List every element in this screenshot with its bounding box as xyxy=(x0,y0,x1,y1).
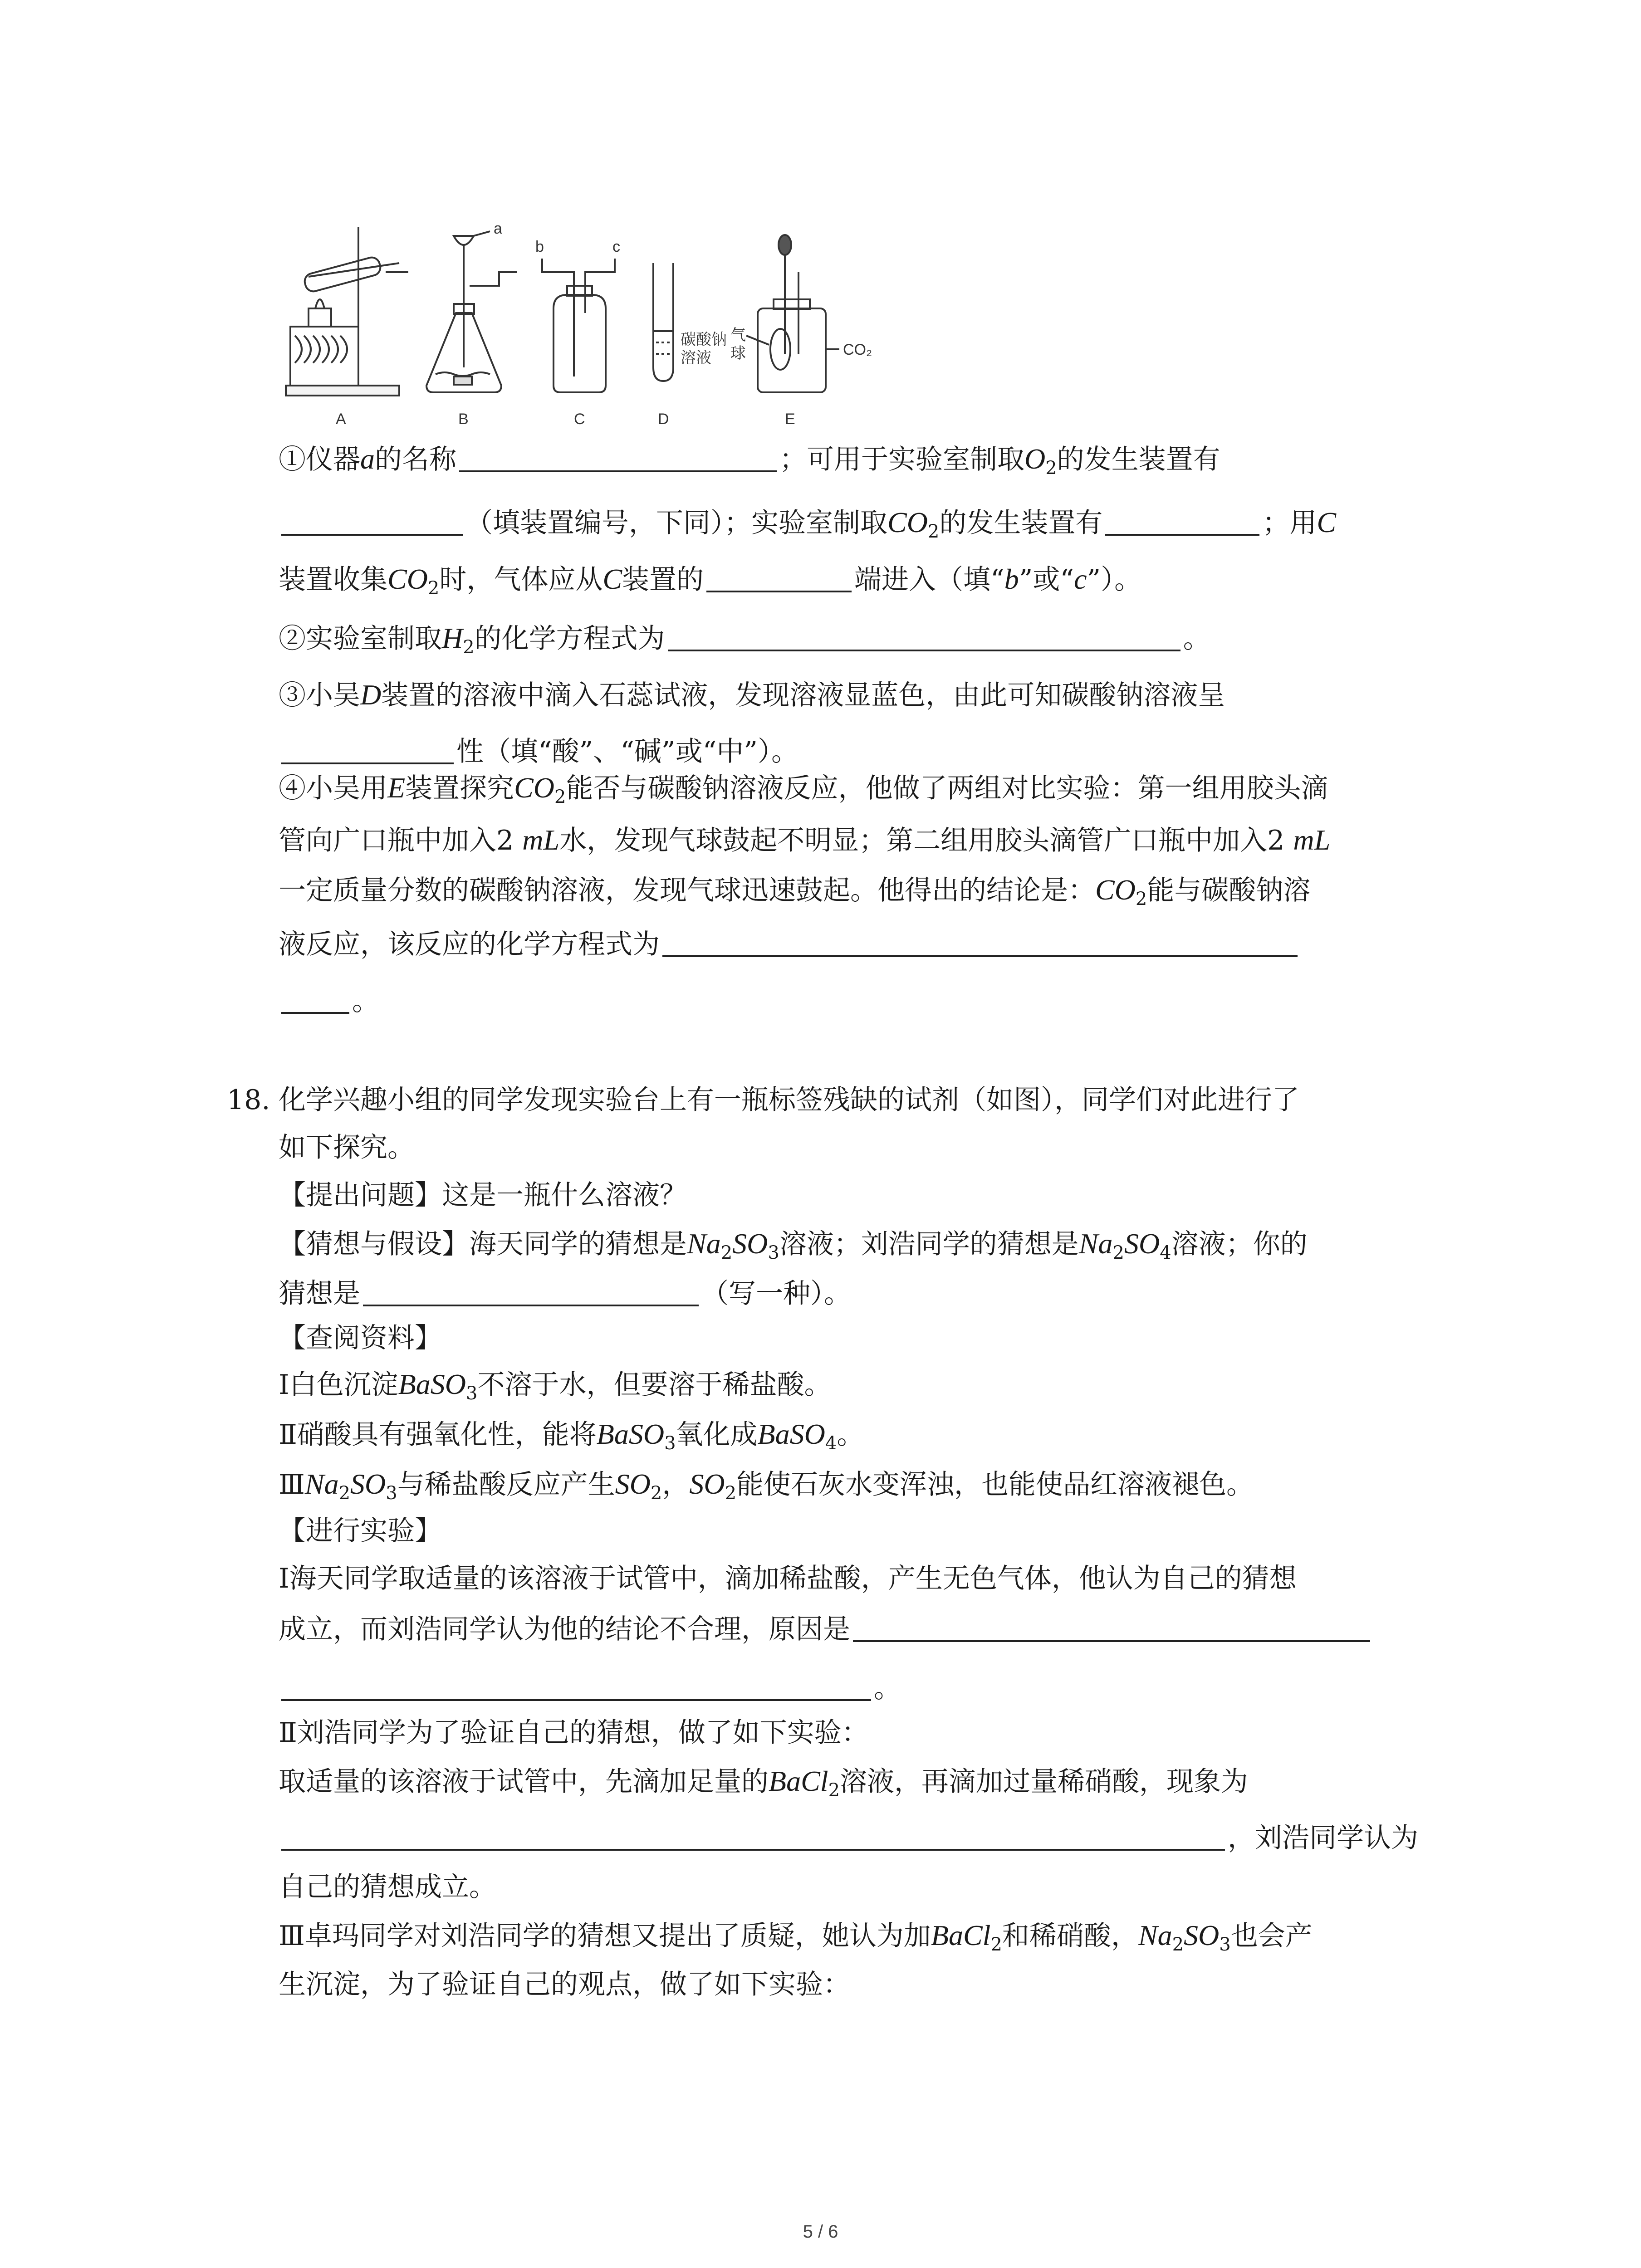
q17-line-8: 管向广口瓶中加入2 mL水，发现气球鼓起不明显；第二组用胶头滴管广口瓶中加入2 mL xyxy=(279,824,1331,856)
q18-line-6: 【查阅资料】 xyxy=(279,1322,442,1354)
q18-line-18: Ⅲ卓玛同学对刘浩同学的猜想又提出了质疑，她认为加BaCl$_2$和稀硝酸，$Na_2SO_3$也会产 xyxy=(279,1919,1313,1955)
q18-line-3: 【提出问题】这是一瓶什么溶液？ xyxy=(279,1179,687,1211)
label-e: E xyxy=(785,411,795,428)
answer-blank-acidity[interactable] xyxy=(281,737,454,764)
apparatus-a xyxy=(286,227,408,396)
q17-line-3: 装置收集$CO_2$时，气体应从C装置的 端进入（填“b”或“c”）。 xyxy=(279,563,1142,599)
q18-line-19: 生沉淀，为了验证自己的观点，做了如下实验： xyxy=(279,1969,850,2000)
q18-line-7: Ⅰ白色沉淀BaSO$_3$不溶于水，但要溶于稀盐酸。 xyxy=(279,1368,832,1404)
apparatus-b xyxy=(426,231,517,392)
q18-line-15: 取适量的该溶液于试管中，先滴加足量的BaCl$_2$溶液，再滴加过量稀硝酸，现象为 xyxy=(279,1765,1249,1801)
q18-line-2: 如下探究。 xyxy=(279,1132,415,1163)
q18-line-17: 自己的猜想成立。 xyxy=(279,1871,496,1903)
q18-number: 18. xyxy=(227,1084,270,1116)
q18-line-8: Ⅱ硝酸具有强氧化性，能将BaSO$_3$氧化成BaSO$_4$。 xyxy=(279,1418,864,1454)
answer-blank-phenomenon[interactable] xyxy=(281,1823,1225,1851)
answer-blank-h2-equation[interactable] xyxy=(668,624,1181,651)
q17-line-2: （填装置编号，下同）；实验室制取$CO_2$的发生装置有 ；用C xyxy=(279,508,1336,537)
answer-blank-port[interactable] xyxy=(706,565,852,592)
q17-line-9: 一定质量分数的碳酸钠溶液，发现气球迅速鼓起。他得出的结论是：$CO_2$能与碳酸钠溶 xyxy=(279,874,1311,909)
q18-line-11: Ⅰ海天同学取适量的该溶液于试管中，滴加稀盐酸，产生无色气体，他认为自己的猜想 xyxy=(279,1563,1297,1594)
answer-blank-co2-equation[interactable] xyxy=(662,930,1298,957)
page-number: 5 / 6 xyxy=(803,2222,838,2242)
q18-line-12: 成立，而刘浩同学认为他的结论不合理，原因是 xyxy=(279,1615,1373,1643)
answer-blank-co2-device[interactable] xyxy=(1105,508,1259,536)
apparatus-e xyxy=(746,235,839,392)
q18-line-9: $ⅢNa_2SO_3$与稀盐酸反应产生$SO_2$，$SO_2$能使石灰水变浑浊，也能使品红溶液褪色。 xyxy=(279,1468,1254,1504)
q17-line-11: 。 xyxy=(279,987,379,1015)
port-c-label: c xyxy=(612,238,620,255)
q18-line-16: ，刘浩同学认为 xyxy=(279,1823,1418,1852)
answer-blank-guess[interactable] xyxy=(363,1279,699,1306)
answer-blank-co2-equation-cont[interactable] xyxy=(281,987,349,1014)
e-gas-label: CO₂ xyxy=(843,341,872,358)
q18-line-4: 【猜想与假设】海天同学的猜想是$Na_2SO_3$溶液；刘浩同学的猜想是$Na_2SO_4$溶液；你的 xyxy=(279,1227,1308,1263)
label-a: A xyxy=(336,411,346,428)
port-a-label: a xyxy=(494,220,502,237)
d-solution-label-2: 溶液 xyxy=(681,349,711,367)
q18-line-13: 。 xyxy=(279,1674,901,1702)
q18-line-14: Ⅱ刘浩同学为了验证自己的猜想，做了如下实验： xyxy=(279,1717,869,1749)
q17-line-4: ②实验室制取$H_2$的化学方程式为 。 xyxy=(279,622,1210,658)
answer-blank-o2-device[interactable] xyxy=(281,508,463,536)
port-b-label: b xyxy=(535,238,544,255)
label-b: B xyxy=(458,411,469,428)
q18-line-5: 猜想是 （写一种）。 xyxy=(279,1278,851,1310)
q17-line-5: ③小吴D装置的溶液中滴入石蕊试液，发现溶液显蓝色，由此可知碳酸钠溶液呈 xyxy=(279,679,1225,711)
e-balloon-label-2: 球 xyxy=(730,345,746,362)
apparatus-figure xyxy=(277,218,921,431)
q17-line-10: 液反应，该反应的化学方程式为 xyxy=(279,930,1300,958)
answer-blank-instrument-name[interactable] xyxy=(459,445,777,472)
q17-line-1: ①仪器a的名称 ；可用于实验室制取$O_2$的发生装置有 xyxy=(279,443,1220,479)
answer-blank-reason[interactable] xyxy=(853,1615,1370,1642)
apparatus-d xyxy=(653,263,673,381)
d-solution-label-1: 碳酸钠 xyxy=(681,331,727,348)
label-c: C xyxy=(574,411,585,428)
e-balloon-label-1: 气 xyxy=(730,327,746,344)
label-d: D xyxy=(658,411,669,428)
apparatus-c xyxy=(542,259,615,392)
q17-line-6: 性（填“酸”、“碱”或“中”）。 xyxy=(279,737,798,765)
q17-line-7: ④小吴用E装置探究$CO_2$能否与碳酸钠溶液反应，他做了两组对比实验：第一组用胶头滴 xyxy=(279,772,1328,807)
q18-line-1: 化学兴趣小组的同学发现实验台上有一瓶标签残缺的试剂（如图），同学们对此进行了 xyxy=(279,1084,1299,1116)
q18-line-10: 【进行实验】 xyxy=(279,1515,442,1547)
answer-blank-reason-cont[interactable] xyxy=(281,1674,871,1701)
